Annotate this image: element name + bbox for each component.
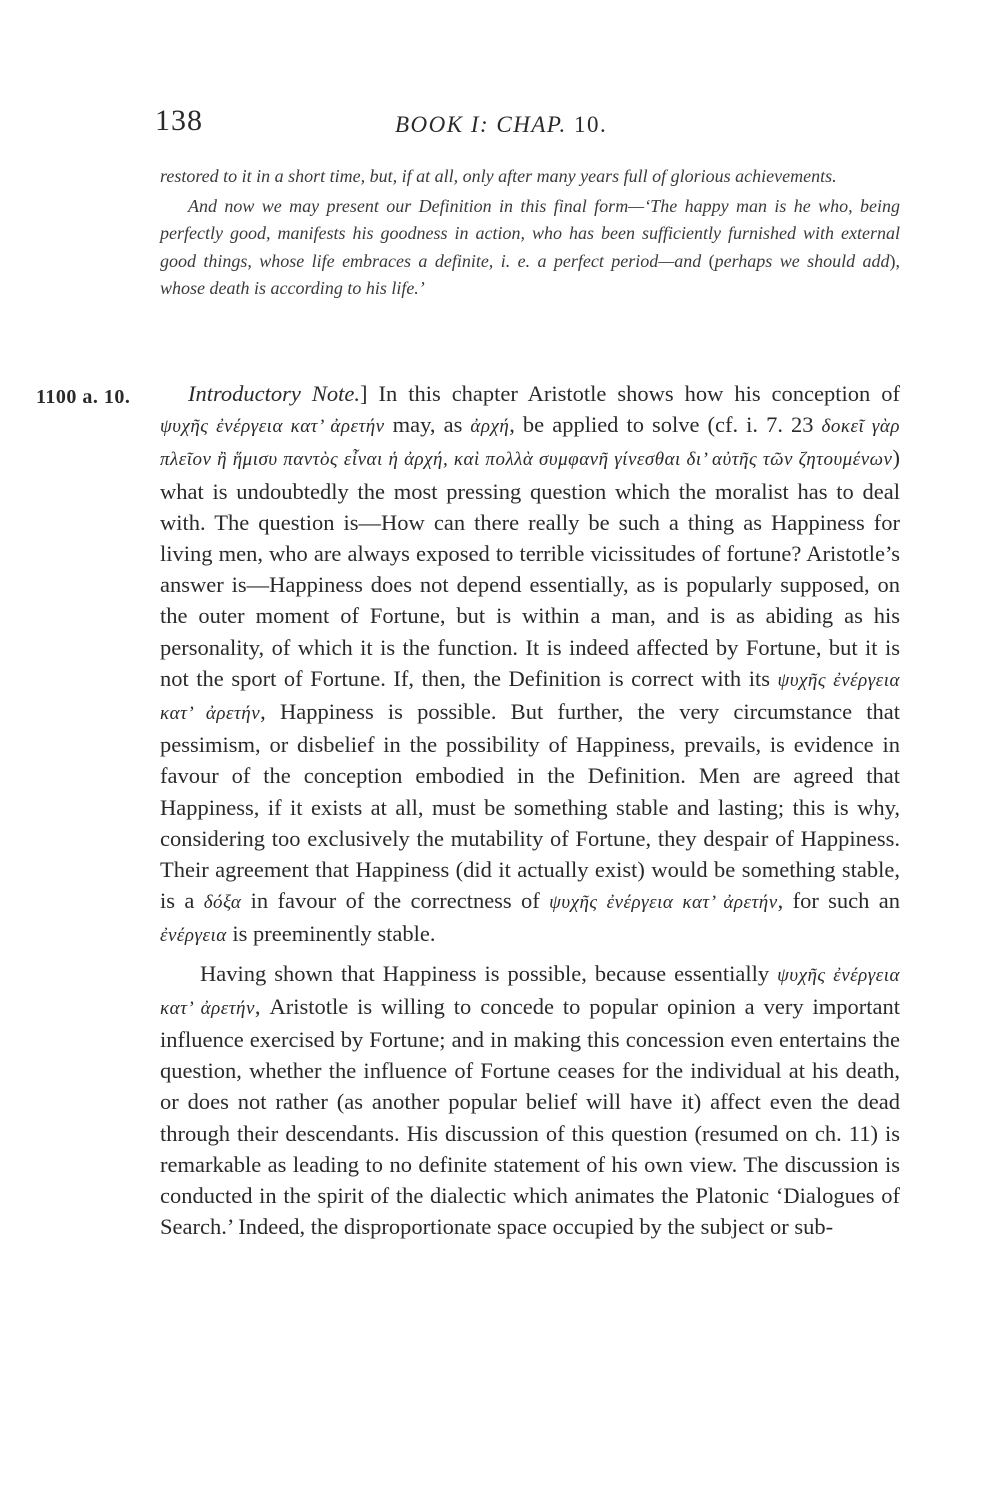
note-text-1: In this chapter Aristotle shows how his conception of <box>378 381 900 406</box>
note-text-5: , Happiness is possible. But further, the very circumstance that pessimism, or disbelief in the possibility of Happiness, prevails, is evidence in favour of the conception embodied in the Definition. Men are agreed that Happiness, if it exists at all, must be something stable and lasting; this is why, considering too exclusively the mutability of Fortune, they despair of Happiness. Their agreement that Happiness (did it actually exist) would be something stable, is a <box>160 699 900 914</box>
chapter-title <box>395 112 607 138</box>
greek-phrase-5: δόξα <box>203 892 242 914</box>
note-text-4: ) what is undoubtedly the most pressing question which the moralist has to deal with. The question is—How can there really be such a thing as Happiness for living men, who are always exposed to terrible vicissitudes of fortune? Aristotle’s answer is—Happiness does not depend essentially, as is popularly supposed, on the outer moment of Fortune, but is within a man, and is as abiding as his personality, of which it is the function. It is indeed affected by Fortune, but it is not the sport of Fortune. If, then, the Definition is correct with its <box>160 445 900 691</box>
note-text-8: is preeminently stable. <box>226 921 436 947</box>
chapter-number: 10. <box>574 112 608 137</box>
note-paragraph-2 <box>160 958 900 1243</box>
note-p2-text-2: , Aristotle is willing to concede to popular opinion a very important influence exercised by Fortune; and in making this concession even entertains the question, whether the influence of Fortune ceases for the individual at his death, or does not rather (as another popular belief will have it) affect even the dead through their descendants. His discussion of this question (resumed on ch. 11) is remarkable as leading to no definite statement of his own view. The discussion is conducted in the spirit of the dialectic which animates the Platonic ‘Dialogues of Search.’ Indeed, the disproportionate space occupied by the subject or sub- <box>160 993 900 1240</box>
greek-phrase-6: ψυχῆς ἐνέργεια κατ’ ἀρετήν <box>549 892 778 914</box>
note-text-3: , be applied to solve (cf. i. 7. 23 <box>509 412 822 438</box>
greek-quotation: δοκεῖ γὰρ πλεῖον ἢ ἥμισυ παντὸς εἶναι ἡ ἀρχή, καὶ πολλὰ συμφανῆ γίνεσθαι δι’ αὐτῆς τῶν ζητουμένων <box>160 416 900 471</box>
greek-phrase-2: ἀρχή <box>470 416 510 438</box>
summary-paren-close: ), <box>889 250 900 271</box>
running-head <box>155 104 900 144</box>
summary-text-b: perhaps we should add <box>714 250 890 271</box>
note-p2-text-1: Having shown that Happiness is possible, because essentially <box>200 960 778 986</box>
chapter-title-text: BOOK I: CHAP. <box>395 112 567 137</box>
chapter-summary <box>160 163 900 303</box>
page-number: 138 <box>155 104 203 137</box>
note-p2-greek-phrase: ψυχῆς ἐνέργεια κατ’ ἀρετήν <box>160 964 900 1019</box>
summary-text-a: And now we may present our Definition in this final form—‘The happy man is he who, being perfectly good, manifests his goodness in action, who has been sufficiently furnished with external good things, whose life embraces a definite, i. e. a perfect period—and <box>160 195 900 271</box>
summary-paren-open: ( <box>708 250 715 271</box>
note-text-7: , for such an <box>777 888 900 914</box>
summary-text-c: whose death is according to his life.’ <box>160 278 425 298</box>
note-text-6: in favour of the correctness of <box>241 888 550 914</box>
greek-phrase-7: ἐνέργεια <box>160 925 227 947</box>
note-paragraph-1 <box>160 378 900 952</box>
greek-phrase-4: ψυχῆς ἐνέργεια κατ’ ἀρετήν <box>160 669 900 725</box>
summary-paragraph-1: restored to it in a short time, but, if at all, only after many years full of glorious achievements. <box>160 166 837 186</box>
summary-paragraph-2 <box>160 193 900 303</box>
note-heading: Introductory Note. <box>188 381 360 406</box>
introductory-note <box>160 378 900 1242</box>
greek-phrase-1: ψυχῆς ἐνέργεια κατ’ ἀρετήν <box>160 416 385 438</box>
note-bracket: ] <box>360 381 379 406</box>
marginal-reference: 1100 a. 10. <box>36 386 131 408</box>
note-text-2: may, as <box>384 412 471 438</box>
